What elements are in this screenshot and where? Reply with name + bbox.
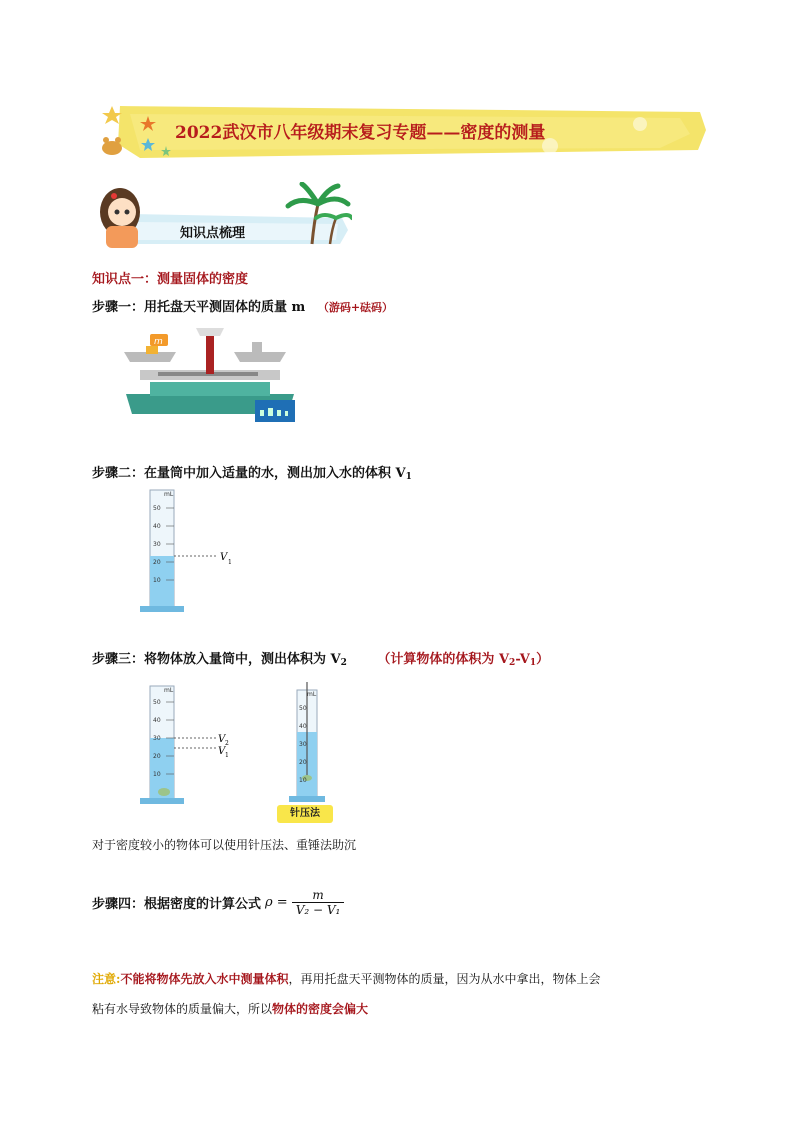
step3-note-post: ）: [536, 652, 550, 667]
formula-rho: ρ =: [265, 895, 288, 910]
tick-label: 10: [153, 771, 161, 778]
tick-label: 30: [299, 741, 307, 748]
page-title: 2022武汉市八年级期末复习专题——密度的测量: [175, 123, 546, 143]
step1-line: [92, 296, 393, 315]
cylinder-unit: mL: [164, 491, 174, 498]
aid-text: 对于密度较小的物体可以使用针压法、重锤法助沉: [92, 838, 357, 852]
tick-label: 40: [153, 717, 161, 724]
tick-label: 50: [299, 705, 307, 712]
step3-text: 步骤三：将物体放入量筒中，测出体积为 V: [92, 652, 341, 667]
step3-note-pre: （计算物体的体积为 V: [377, 652, 510, 667]
note-paragraph: [92, 964, 712, 1024]
graduated-cylinder-v1: [138, 486, 248, 616]
note-label: 注意:: [92, 972, 121, 986]
step3-sub: 2: [340, 658, 347, 668]
note-red-2: 物体的密度会偏大: [272, 1002, 369, 1016]
step4-text: 步骤四：根据密度的计算公式: [92, 897, 262, 912]
tick-label: 10: [299, 777, 307, 784]
cylinder-unit: mL: [164, 687, 174, 694]
tick-label: 30: [153, 541, 161, 548]
tick-label: 10: [153, 577, 161, 584]
formula-denominator: V₂ − V₁: [295, 903, 341, 917]
girl-avatar-icon: [100, 188, 140, 248]
note-red-1: 不能将物体先放入水中测量体积: [120, 972, 289, 986]
tick-label: 50: [153, 699, 161, 706]
tick-label: 20: [299, 759, 307, 766]
starfish-icon: [102, 106, 122, 124]
step3-line: [92, 648, 549, 668]
v2-sub: 2: [225, 740, 229, 747]
step1-note: （游码+砝码）: [317, 301, 394, 314]
needle-press-cylinder: [285, 682, 335, 804]
step1-text: 步骤一：用托盘天平测固体的质量 m: [92, 300, 306, 315]
step4-line: [92, 888, 344, 917]
section-banner: [92, 182, 352, 252]
balance-m-label: m: [154, 337, 163, 347]
step3-note-sub2: 2: [509, 658, 516, 668]
v1-sub: 1: [225, 752, 229, 759]
section-label: 知识点梳理: [180, 226, 246, 241]
object-icon: [158, 788, 170, 796]
tick-label: 40: [299, 723, 307, 730]
formula-numerator: m: [292, 888, 345, 903]
step3-note-sub1: 1: [529, 658, 537, 668]
cylinder-unit: mL: [307, 691, 317, 698]
step3-note-mid: -V: [515, 652, 530, 667]
v1-label: V: [220, 552, 228, 563]
step3-note: [377, 652, 549, 667]
tick-label: 30: [153, 735, 161, 742]
tick-label: 20: [153, 753, 161, 760]
tick-label: 20: [153, 559, 161, 566]
note-text-2: 粘有水导致物体的质量偏大，所以: [92, 1002, 273, 1016]
step2-line: [92, 462, 412, 482]
v1-label: V: [218, 746, 226, 757]
tick-label: 40: [153, 523, 161, 530]
needle-press-label: 针压法: [277, 805, 333, 823]
step2-sub: 1: [405, 472, 412, 482]
density-formula: [292, 888, 345, 917]
tick-label: 50: [153, 505, 161, 512]
note-text-1: ，再用托盘天平测物体的质量，因为从水中拿出，物体上会: [288, 972, 601, 986]
step2-text: 步骤二：在量筒中加入适量的水，测出加入水的体积 V: [92, 466, 406, 481]
crab-icon: [102, 137, 122, 155]
v2-label: V: [218, 734, 226, 745]
v1-sub: 1: [228, 559, 232, 566]
graduated-cylinder-v2: [138, 682, 248, 808]
balance-scale-figure: [120, 322, 300, 422]
knowledge-title: 知识点一：测量固体的密度: [92, 272, 249, 287]
